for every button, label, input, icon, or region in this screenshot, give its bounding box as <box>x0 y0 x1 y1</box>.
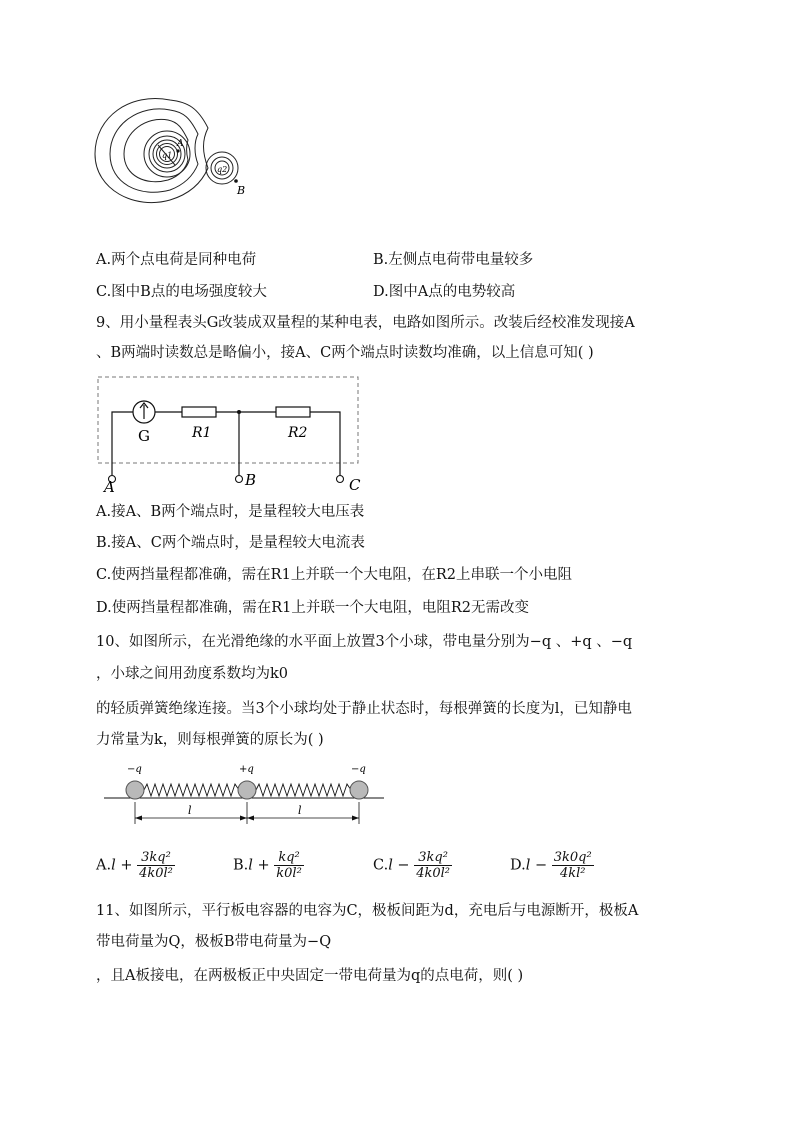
fraction: $\frac{\text{3k0q²}}{\text{4kl²}}$ <box>553 850 592 881</box>
q10-stem-line3: 的轻质弹簧绝缘连接。当3个小球均处于静止状态时，每根弹簧的长度为l，已知静电 <box>96 701 632 717</box>
charge-q2-label: q2 <box>217 165 228 174</box>
q10-option-b: B.l + $\frac{\text{kq²}}{\text{k0l²}}$ <box>233 850 302 881</box>
q8-option-b: B.左侧点电荷带电量较多 <box>373 252 534 268</box>
resistor-r1-label: R1 <box>192 425 212 441</box>
q8-option-d: D.图中A点的电势较高 <box>373 284 516 300</box>
spring-length-2: l <box>298 804 302 817</box>
terminal-b-label: B <box>245 471 257 489</box>
q10-stem-line1: 10、如图所示，在光滑绝缘的水平面上放置3个小球，带电量分别为−q 、+q 、−q <box>96 634 633 650</box>
terminal-c-label: C <box>349 476 361 494</box>
resistor-r2-label: R2 <box>288 425 308 441</box>
fraction: $\frac{\text{kq²}}{\text{k0l²}}$ <box>276 850 302 881</box>
q8-option-c: C.图中B点的电场强度较大 <box>96 284 267 300</box>
circuit-diagram <box>96 375 366 496</box>
q9-option-a: A.接A、B两个端点时，是量程较大电压表 <box>96 504 365 520</box>
q10-stem-line4: 力常量为k，则每根弹簧的原长为( ) <box>96 732 324 748</box>
equipotential-figure <box>90 92 260 202</box>
q11-stem-line3: ，且A板接电，在两极板正中央固定一带电荷量为q的点电荷，则( ) <box>96 968 524 984</box>
point-a-label: A <box>177 139 184 149</box>
spring-length-1: l <box>188 804 192 817</box>
q9-option-d: D.使两挡量程都准确，需在R1上并联一个大电阻，电阻R2无需改变 <box>96 600 530 616</box>
fraction: $\frac{\text{3kq²}}{\text{4k0l²}}$ <box>416 850 450 881</box>
meter-g-label: G <box>138 427 150 445</box>
q10-stem-line2: ，小球之间用劲度系数均为k0 <box>96 666 289 682</box>
q10-option-a: A.l + $\frac{\text{3kq²}}{\text{4k0l²}}$ <box>96 850 173 881</box>
q11-stem-line1: 11、如图所示，平行板电容器的电容为C，极板间距为d，充电后与电源断开，极板A <box>96 903 639 919</box>
right-ball-charge: −q <box>351 764 366 775</box>
terminal-a-label: A <box>104 478 115 496</box>
middle-ball-charge: +q <box>239 764 254 775</box>
point-b-label: B <box>237 184 246 197</box>
left-ball-charge: −q <box>127 764 142 775</box>
q9-option-b: B.接A、C两个端点时，是量程较大电流表 <box>96 535 365 551</box>
fraction: $\frac{\text{3kq²}}{\text{4k0l²}}$ <box>139 850 173 881</box>
spring-balls-figure <box>100 760 390 830</box>
q9-stem-line1: 9、用小量程表头G改装成双量程的某种电表，电路如图所示。改装后经校准发现接A <box>96 315 635 331</box>
q8-option-a: A.两个点电荷是同种电荷 <box>96 252 257 268</box>
q10-option-d: D.l − $\frac{\text{3k0q²}}{\text{4kl²}}$ <box>510 850 592 881</box>
q11-stem-line2: 带电荷量为Q，极板B带电荷量为−Q <box>96 934 332 950</box>
q9-stem-line2: 、B两端时读数总是略偏小，接A、C两个端点时读数均准确，以上信息可知( ) <box>96 345 594 361</box>
q9-option-c: C.使两挡量程都准确，需在R1上并联一个大电阻，在R2上串联一个小电阻 <box>96 567 572 583</box>
charge-q1-label: q1 <box>162 151 173 160</box>
q10-option-c: C.l − $\frac{\text{3kq²}}{\text{4k0l²}}$ <box>373 850 450 881</box>
